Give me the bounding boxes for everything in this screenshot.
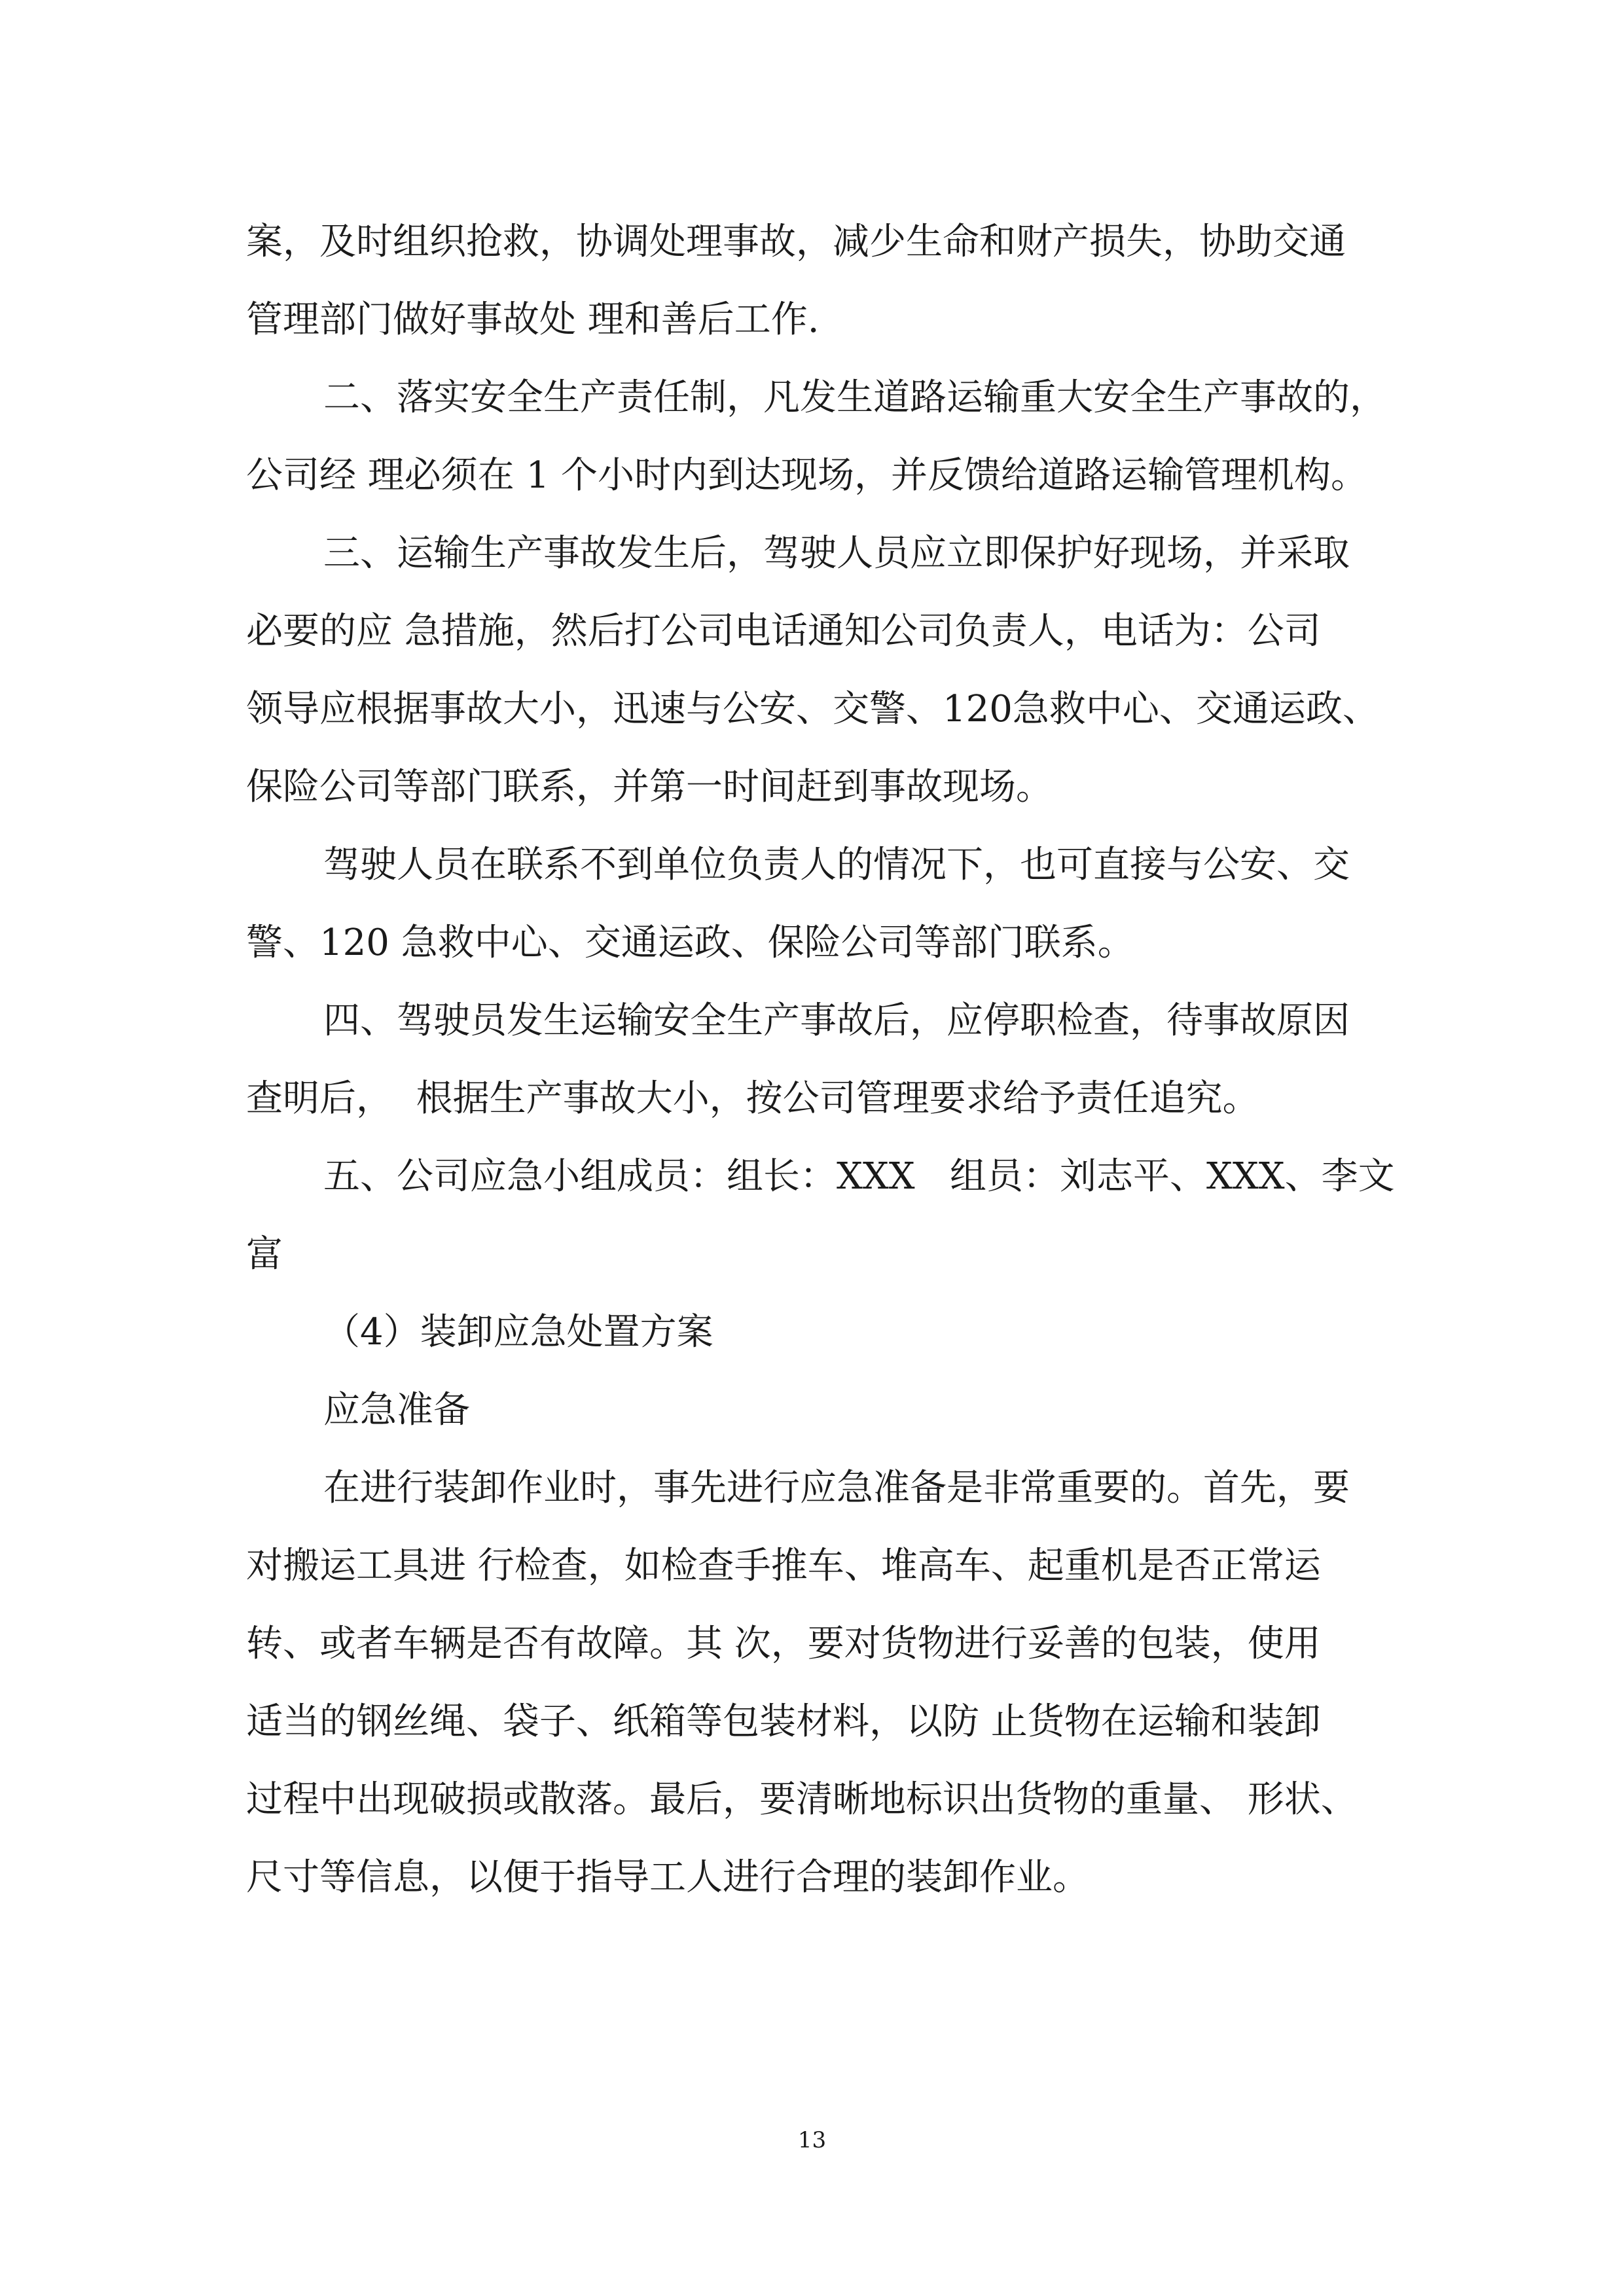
text-line: 公司经 理必须在 1 个小时内到达现场，并反馈给道路运输管理机构。: [246, 454, 1368, 497]
text-line: 保险公司等部门联系，并第一时间赶到事故现场。: [246, 766, 1053, 808]
page-number: 13: [797, 2127, 827, 2153]
text-line: 五、公司应急小组成员：组长：XXX 组员：刘志平、XXX、李文: [323, 1155, 1395, 1198]
text-line: 管理部门做好事故处 理和善后工作.: [246, 298, 820, 341]
text-line: 必要的应 急措施，然后打公司电话通知公司负责人，电话为：公司: [246, 610, 1321, 653]
subsection-heading: 应急准备: [323, 1389, 470, 1431]
text-line: 转、或者车辆是否有故障。其 次，要对货物进行妥善的包装，使用: [246, 1623, 1321, 1665]
text-line: 领导应根据事故大小，迅速与公安、交警、120急救中心、交通运政、: [246, 688, 1379, 730]
text-line: 警、120 急救中心、交通运政、保险公司等部门联系。: [246, 922, 1134, 964]
text-line: 二、落实安全生产责任制，凡发生道路运输重大安全生产事故的，: [323, 376, 1386, 419]
text-line: 适当的钢丝绳、袋子、纸箱等包装材料，以防 止货物在运输和装卸: [246, 1700, 1321, 1743]
text-line: 案，及时组织抢救，协调处理事故，减少生命和财产损失，协助交通: [246, 221, 1346, 263]
text-line: 驾驶人员在联系不到单位负责人的情况下，也可直接与公安、交: [323, 844, 1350, 886]
text-line: 三、运输生产事故发生后，驾驶人员应立即保护好现场，并采取: [323, 532, 1350, 575]
text-line: 查明后， 根据生产事故大小，按公司管理要求给予责任追究。: [246, 1077, 1259, 1120]
text-line: 对搬运工具进 行检查，如检查手推车、堆高车、起重机是否正常运: [246, 1545, 1321, 1587]
text-line: 富: [246, 1233, 283, 1276]
text-line: 尺寸等信息，以便于指导工人进行合理的装卸作业。: [246, 1856, 1089, 1899]
text-line: 在进行装卸作业时，事先进行应急准备是非常重要的。首先，要: [323, 1467, 1350, 1509]
text-line: 过程中出现破损或散落。最后，要清晰地标识出货物的重量、 形状、: [246, 1778, 1358, 1821]
section-heading: （4）装卸应急处置方案: [323, 1311, 713, 1354]
text-line: 四、驾驶员发生运输安全生产事故后，应停职检查，待事故原因: [323, 999, 1350, 1042]
